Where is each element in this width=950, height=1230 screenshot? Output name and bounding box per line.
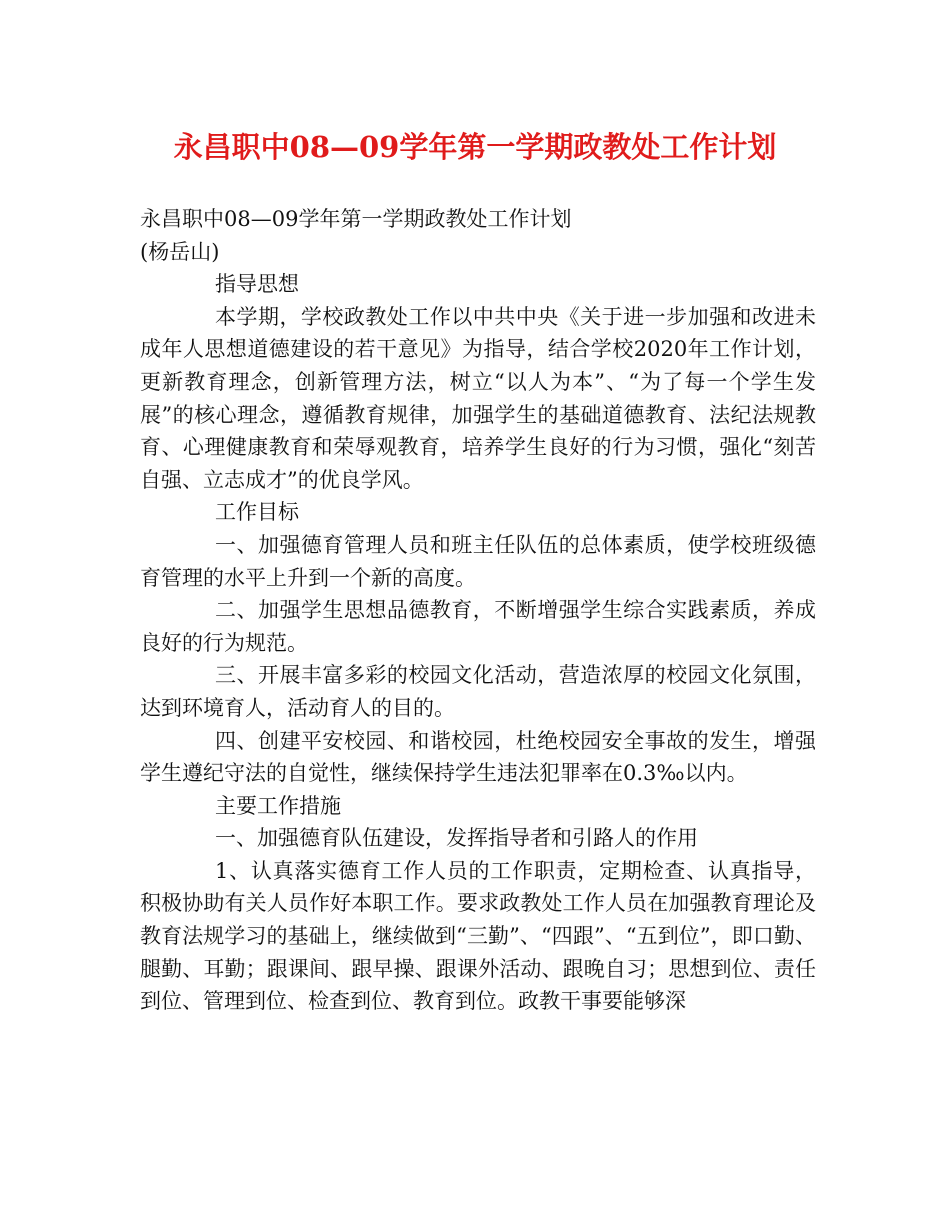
section-heading-main-measures: 主要工作措施 xyxy=(215,793,341,818)
document-body xyxy=(140,203,816,1018)
paragraph-subtitle: 永昌职中08—09学年第一学期政教处工作计划 xyxy=(140,207,572,231)
paragraph-goal-2: 二、加强学生思想品德教育，不断增强学生综合实践素质，养成良好的行为规范。 xyxy=(140,598,816,655)
paragraph-measure-1: 一、加强德育队伍建设，发挥指导者和引路人的作用 xyxy=(215,826,698,851)
paragraph-measure-1-1: 1、认真落实德育工作人员的工作职责，定期检查、认真指导，积极协助有关人员作好本职工作。要求政教处工作人员在加强教育理论及教育法规学习的基础上，继续做到“三勤”、“四跟”、“五到位”，即口勤、腿勤、耳勤；跟课间、跟早操、跟课外活动、跟晚自习；思想到位、责任到位、管理到位、检查到位、教育到位。政教干事要能够深 xyxy=(140,858,816,1014)
document-title: 永昌职中08—09学年第一学期政教处工作计划 xyxy=(173,130,777,164)
paragraph-goal-4: 四、创建平安校园、和谐校园，杜绝校园安全事故的发生，增强学生遵纪守法的自觉性，继续保持学生违法犯罪率在0.3‰以内。 xyxy=(140,728,816,786)
paragraph-author: (杨岳山) xyxy=(140,239,220,264)
section-heading-work-goals: 工作目标 xyxy=(215,500,299,525)
section-heading-guiding-ideology: 指导思想 xyxy=(215,272,299,297)
paragraph-goal-1: 一、加强德育管理人员和班主任队伍的总体素质，使学校班级德育管理的水平上升到一个新的高度。 xyxy=(140,532,816,590)
paragraph-goal-3: 三、开展丰富多彩的校园文化活动，营造浓厚的校园文化氛围，达到环境育人，活动育人的目的。 xyxy=(140,663,816,720)
paragraph-guiding-ideology: 本学期，学校政教处工作以中共中央《关于进一步加强和改进未成年人思想道德建设的若干意见》为指导，结合学校2020年工作计划，更新教育理念，创新管理方法，树立“以人为本”、“为了每一个学生发展”的核心理念，遵循教育规律，加强学生的基础道德教育、法纪法规教育、心理健康教育和荣辱观教育，培养学生良好的行为习惯，强化“刻苦自强、立志成才”的优良学风。 xyxy=(140,304,816,492)
